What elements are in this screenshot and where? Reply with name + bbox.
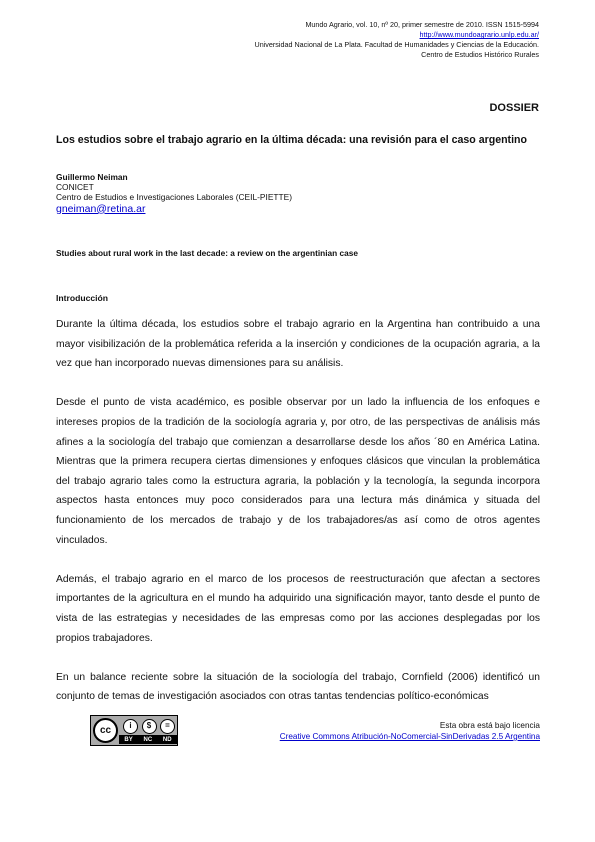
section-heading: Introducción <box>56 293 109 303</box>
paragraph: En un balance reciente sobre la situación de la sociología del trabajo, Cornfield (2006) identificó un conjunto de temas de investigación asociados con otras tantas tendencias político-económicas <box>56 671 540 703</box>
article-body <box>56 315 540 726</box>
cc-terms-strip <box>119 735 177 744</box>
license-footer <box>56 714 540 750</box>
paragraph: Desde el punto de vista académico, es posible observar por un lado la influencia de los enfoques e intereses propios de la tradición de la sociología agraria y, por otro, de las perspectivas de análisis más afines a la sociología del trabajo que comienzan a desarrollarse desde los años ´80 en América Latina. Mientras que la primera recupera ciertas dimensiones y enfoques clásicos que vinculan la problemática del trabajo agrario tales como la estructura agraria, la población y la tecnología, la segunda incorpora aspectos hasta entonces muy poco considerados para una lectura más dinámica y situada del funcionamiento de los mercados de trabajo y de los trabajadores/as así como de otros agentes vinculados. <box>56 397 540 546</box>
cc-term-nc: NC <box>143 736 153 743</box>
cc-term-by: BY <box>124 736 133 743</box>
journal-citation: Mundo Agrario, vol. 10, nº 20, primer semestre de 2010. ISSN 1515-5994 <box>305 20 539 29</box>
noderivatives-icon: = <box>160 719 175 734</box>
creative-commons-badge[interactable] <box>90 715 178 746</box>
author-affiliation-1: CONICET <box>56 182 94 193</box>
english-title: Studies about rural work in the last decade: a review on the argentinian case <box>56 248 358 258</box>
author-affiliation-2: Centro de Estudios e Investigaciones Laborales (CEIL-PIETTE) <box>56 192 293 203</box>
cc-term-nd: ND <box>162 736 172 743</box>
license-text <box>280 720 540 742</box>
attribution-icon: i <box>123 719 138 734</box>
journal-url-link[interactable]: http://www.mundoagrario.unlp.edu.ar/ <box>419 30 539 39</box>
author-email-link[interactable]: gneiman@retina.ar <box>56 202 146 215</box>
license-link[interactable]: Creative Commons Atribución-NoComercial-SinDerivadas 2.5 Argentina <box>279 732 540 741</box>
paragraph: Además, el trabajo agrario en el marco de los procesos de reestructuración que afectan a sectores importantes de la agricultura en el mundo ha adquirido una significación mayor, tanto desde el punto de vista de las estrategias y necesidades de las empresas como por las acciones desplegadas por los propios trabajadores. <box>56 573 540 644</box>
noncommercial-icon: $ <box>142 719 157 734</box>
author-name: Guillermo Neiman <box>56 172 128 182</box>
paragraph: Durante la última década, los estudios sobre el trabajo agrario en la Argentina han contribuido a una mayor visibilización de la problemática referida a la inserción y condiciones de la ocupación agraria, a la vez que han incorporado nuevas dimensiones para su análisis. <box>56 319 540 370</box>
institution-line: Universidad Nacional de La Plata. Facultad de Humanidades y Ciencias de la Educación. <box>254 40 539 49</box>
license-intro: Esta obra está bajo licencia <box>439 721 540 730</box>
section-label: DOSSIER <box>489 102 539 114</box>
center-line: Centro de Estudios Histórico Rurales <box>421 50 539 59</box>
cc-logo-icon: cc <box>93 718 118 743</box>
journal-header <box>255 20 539 60</box>
author-block <box>56 172 292 214</box>
article-title: Los estudios sobre el trabajo agrario en la última década: una revisión para el caso argentino <box>56 134 527 146</box>
